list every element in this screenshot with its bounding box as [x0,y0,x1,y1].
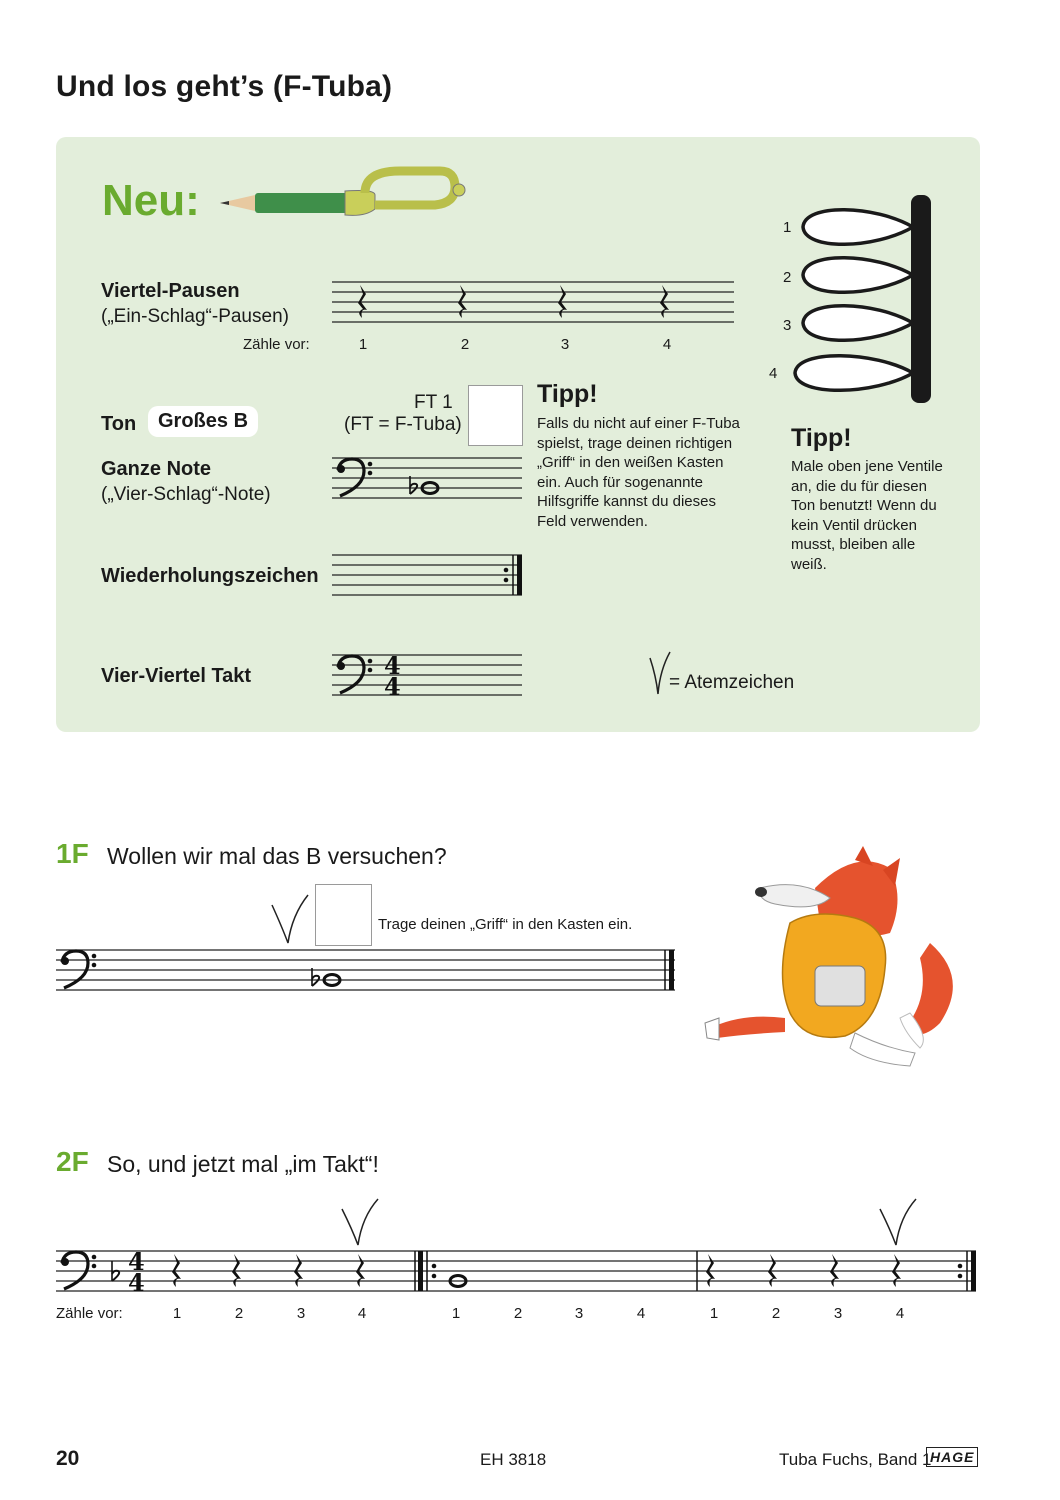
catalog-number: EH 3818 [480,1450,547,1469]
ton-label: Ton [101,413,137,435]
valve-label-2: 2 [783,269,792,286]
tuba-bell [345,191,375,216]
breath-mark-icon [270,893,310,947]
exercise2-count: 3 [574,1305,584,1322]
tipp1-line: Hilfsgriffe kannst du dieses [537,493,716,510]
fox-arm [715,1017,785,1038]
exercise2-staff [56,1249,978,1295]
exercise2-count: 2 [513,1305,523,1322]
takt-label: Vier-Viertel Takt [101,665,252,687]
viertel-pausen-label: Viertel-Pausen [101,280,240,302]
exercise2-count: 3 [833,1305,843,1322]
fox-nose [755,887,767,897]
ganze-note-label: Ganze Note [101,458,212,480]
exercise2-count: 2 [771,1305,781,1322]
valve-2[interactable] [803,258,913,293]
tipp1-line: „Griff“ in den weißen Kasten [537,454,724,471]
zaehle-vor-label: Zähle vor: [243,336,310,353]
exercise2-count: 1 [451,1305,461,1322]
valve-3[interactable] [803,306,913,341]
atem-label: = Atemzeichen [669,672,795,693]
exercise2-count: 4 [895,1305,905,1322]
time-sig-top: 4 [128,1247,145,1276]
count-3: 3 [560,336,570,353]
publisher-logo: HAGE [926,1447,978,1467]
exercise1-hint: Trage deinen „Griff“ in den Kasten ein. [378,916,633,933]
exercise2-zaehle-vor: Zähle vor: [56,1305,123,1322]
exercise2-count: 3 [296,1305,306,1322]
exercise2-title: So, und jetzt mal „im Takt“! [107,1151,379,1177]
fox-foot [850,1033,915,1066]
viertel-pausen-sub: („Ein-Schlag“-Pausen) [101,306,289,327]
ft-label: FT 1 [414,392,453,413]
time-sig-bottom: 4 [384,672,401,701]
neu-heading: Neu: [102,176,200,225]
griff-box[interactable] [468,385,523,446]
pencil-lead [220,201,229,205]
page-number: 20 [56,1447,80,1470]
exercise2-count: 4 [636,1305,646,1322]
ton-value: Großes B [148,406,258,437]
ft-sub: (FT = F-Tuba) [344,414,462,435]
tipp1-line: spielst, trage deinen richtigen [537,434,733,452]
breath-mark-icon [878,1197,918,1249]
valve-label-4: 4 [769,365,778,382]
tipp2-heading: Tipp! [791,424,852,452]
tuba-mouthpiece [453,184,465,196]
tipp1-text [537,414,747,531]
fox-hand [705,1018,719,1040]
pencil-body [255,193,350,213]
repeat-staff [332,553,524,599]
book-title: Tuba Fuchs, Band 1 [779,1450,932,1469]
exercise1-staff [56,948,676,994]
valve-4[interactable] [795,356,913,391]
exercise2-count: 1 [172,1305,182,1322]
page-title: Und los geht’s (F-Tuba) [56,70,393,103]
valve-1[interactable] [803,210,913,245]
exercise1-griff-box[interactable] [315,884,372,946]
fox-tuba-illustration [705,848,970,1083]
valve-label-3: 3 [783,317,792,334]
tipp2-line: an, die du für diesen [791,477,927,495]
exercise2-count: 1 [709,1305,719,1322]
ganze-note-sub: („Vier-Schlag“-Note) [101,484,271,505]
flat-sign [410,476,417,494]
tipp2-line: musst, bleiben alle [791,536,916,553]
count-2: 2 [460,336,470,353]
tipp2-line: weiß. [791,555,827,573]
exercise2-number: 2F [56,1146,89,1177]
tipp2-text [791,457,966,574]
rest-staff [332,280,734,325]
tipp2-line: kein Ventil drücken [791,516,917,534]
valve-label-1: 1 [783,219,792,236]
final-barline-thick [669,950,674,990]
count-4: 4 [662,336,672,353]
exercise1-number: 1F [56,838,89,869]
breath-mark-icon [340,1197,380,1249]
exercise1-title: Wollen wir mal das B versuchen? [107,843,447,869]
key-signature-flat [112,1261,119,1281]
flat-sign [312,968,319,986]
tipp1-line: Falls du nicht auf einer F-Tuba [537,415,740,432]
tipp1-line: Feld verwenden. [537,512,648,530]
pencil-tuba-illustration [215,165,470,235]
tuba-valves [815,966,865,1006]
tipp1-line: ein. Auch für sogenannte [537,473,703,491]
exercise2-count: 4 [357,1305,367,1322]
tuba-tube [365,171,455,205]
tipp2-line: Male oben jene Ventile [791,458,943,475]
wiederholung-label: Wiederholungszeichen [101,565,319,587]
count-1: 1 [358,336,368,353]
exercise2-count: 2 [234,1305,244,1322]
time-sig-top: 4 [384,651,401,680]
whole-note-staff [332,456,522,502]
time-sig-bottom: 4 [128,1268,145,1297]
tipp1-heading: Tipp! [537,380,598,408]
time-signature-staff [332,653,524,699]
tipp2-line: Ton benutzt! Wenn du [791,497,937,514]
